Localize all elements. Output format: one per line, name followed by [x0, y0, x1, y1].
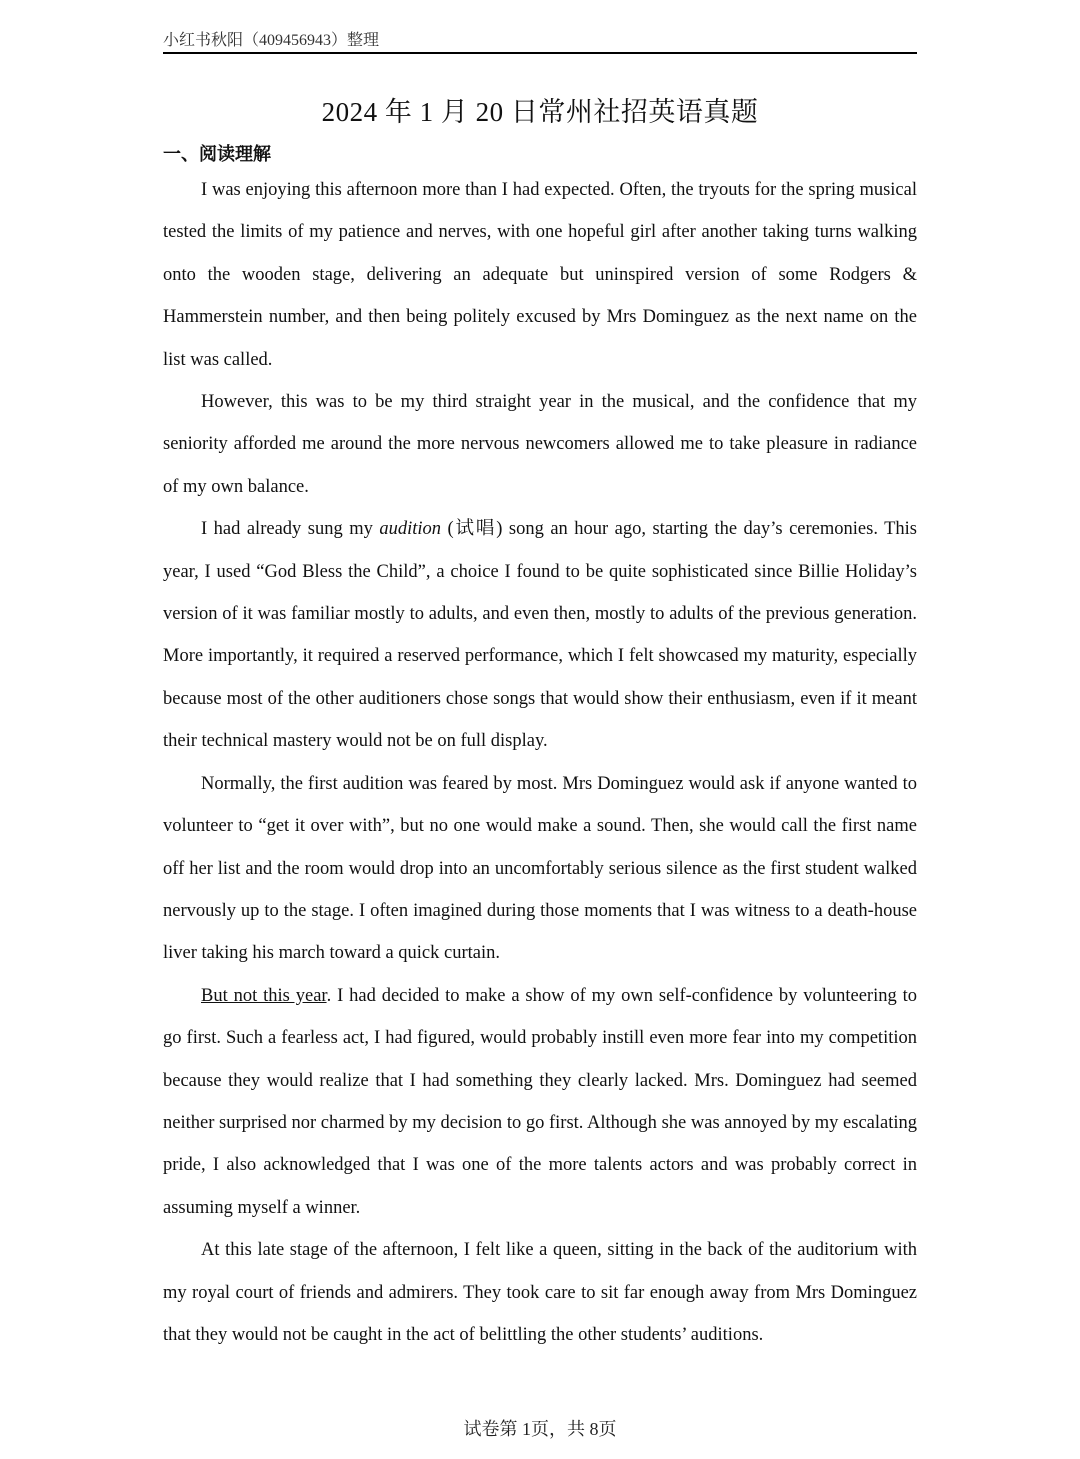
paragraph-4: Normally, the first audition was feared by most. Mrs Dominguez would ask if anyone wanted to volunteer to “get it over with”, but no one would make a sound. Then, she would call the first name off her list and the room would drop into an uncomfortably serious silence as the first student walked nervously up to the stage. I often imagined during those moments that I was witness to a death-house liver taking his march toward a quick curtain.	[163, 773, 917, 964]
paragraph-2: However, this was to be my third straight year in the musical, and the confidence that my seniority afforded me around the more nervous newcomers allowed me to take pleasure in radiance of my own balance.	[163, 392, 917, 497]
paragraph-1: I was enjoying this afternoon more than I had expected. Often, the tryouts for the spring musical tested the limits of my patience and nerves, with one hopeful girl after another taking turns walking onto the wooden stage, delivering an adequate but uninspired version of some Rodgers & Hammerstein number, and then being politely excused by Mrs Dominguez as the next name on the list was called.	[163, 180, 917, 370]
paragraph-5-rest: . I had decided to make a show of my own self-confidence by volunteering to go first. Such a fearless act, I had figured, would probably instill even more fear into my competition because they would realize that I had something they clearly lacked. Mrs. Dominguez had seemed neither surprised nor charmed by my decision to go first. Although she was annoyed by my escalating pride, I also acknowledged that I was one of the more talents actors and was probably correct in assuming myself a winner.	[163, 985, 917, 1218]
reading-passage	[163, 169, 917, 1356]
page-header: 小红书秋阳（409456943）整理	[163, 32, 380, 49]
header-divider	[163, 52, 917, 54]
paragraph-6: At this late stage of the afternoon, I felt like a queen, sitting in the back of the auditorium with my royal court of friends and admirers. They took care to sit far enough away from Mrs Dominguez that they would not be caught in the act of belittling the other students’ auditions.	[163, 1240, 917, 1345]
section-heading: 一、阅读理解	[163, 144, 271, 165]
page-title: 2024 年 1 月 20 日常州社招英语真题	[321, 97, 759, 127]
page-footer: 试卷第 1页，共 8页	[463, 1419, 617, 1439]
exam-page	[163, 0, 917, 1459]
paragraph-3-lead: I had already sung my	[201, 519, 380, 540]
underlined-phrase: But not this year	[201, 985, 327, 1006]
audition-term: audition	[379, 519, 441, 540]
paragraph-5	[163, 975, 917, 1229]
paragraph-3-rest: (试唱) song an hour ago, starting the day’s ceremonies. This year, I used “God Bless the Child”, a choice I found to be quite sophisticated since Billie Holiday’s version of it was familiar mostly to adults, and even then, mostly to adults of the previous generation. More importantly, it required a reserved performance, which I felt showcased my maturity, especially because most of the other auditioners chose songs that would show their enthusiasm, even if it meant their technical mastery would not be on full display.	[163, 519, 917, 752]
paragraph-3	[163, 508, 917, 762]
